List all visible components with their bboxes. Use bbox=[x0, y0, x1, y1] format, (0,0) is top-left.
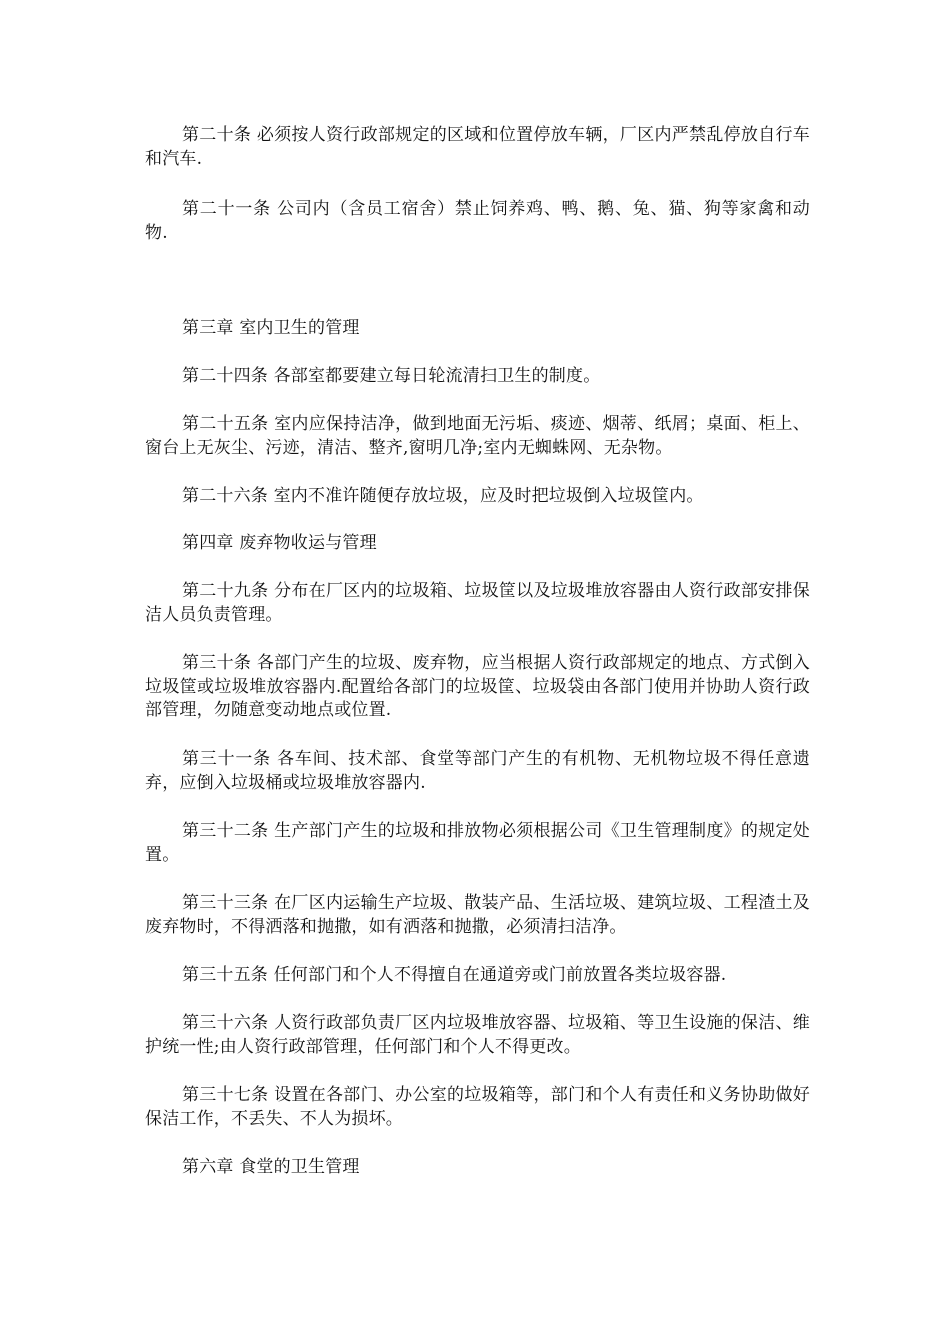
article-26: 第二十六条 室内不准许随便存放垃圾，应及时把垃圾倒入垃圾筐内。 bbox=[182, 486, 704, 506]
chapter-6-heading: 第六章 食堂的卫生管理 bbox=[182, 1157, 360, 1177]
article-29: 第二十九条 分布在厂区内的垃圾箱、垃圾筐以及垃圾堆放容器由人资行政部安排保洁人员负责管理。 bbox=[145, 581, 810, 625]
chapter-3-heading: 第三章 室内卫生的管理 bbox=[182, 318, 360, 338]
article-33: 第三十三条 在厂区内运输生产垃圾、散装产品、生活垃圾、建筑垃圾、工程渣土及废弃物时，不得洒落和抛撒，如有洒落和抛撒，必须清扫洁净。 bbox=[145, 893, 810, 937]
chapter-4-heading: 第四章 废弃物收运与管理 bbox=[182, 533, 377, 553]
article-31: 第三十一条 各车间、技术部、食堂等部门产生的有机物、无机物垃圾不得任意遗弃，应倒入垃圾桶或垃圾堆放容器内. bbox=[145, 749, 810, 793]
article-25: 第二十五条 室内应保持洁净，做到地面无污垢、痰迹、烟蒂、纸屑；桌面、柜上、窗台上无灰尘、污迹，清洁、整齐,窗明几净;室内无蜘蛛网、无杂物。 bbox=[145, 414, 810, 458]
article-36: 第三十六条 人资行政部负责厂区内垃圾堆放容器、垃圾箱、等卫生设施的保洁、维护统一性;由人资行政部管理，任何部门和个人不得更改。 bbox=[145, 1013, 810, 1057]
article-21: 第二十一条 公司内（含员工宿舍）禁止饲养鸡、鸭、鹅、兔、猫、狗等家禽和动物. bbox=[145, 199, 810, 243]
article-35: 第三十五条 任何部门和个人不得擅自在通道旁或门前放置各类垃圾容器. bbox=[182, 965, 727, 985]
article-37: 第三十七条 设置在各部门、办公室的垃圾箱等，部门和个人有责任和义务协助做好保洁工作，不丢失、不人为损坏。 bbox=[145, 1085, 810, 1129]
article-24: 第二十四条 各部室都要建立每日轮流清扫卫生的制度。 bbox=[182, 366, 601, 386]
article-30: 第三十条 各部门产生的垃圾、废弃物，应当根据人资行政部规定的地点、方式倒入垃圾筐或垃圾堆放容器内.配置给各部门的垃圾筐、垃圾袋由各部门使用并协助人资行政部管理，勿随意变动地点或位置. bbox=[145, 653, 810, 720]
article-32: 第三十二条 生产部门产生的垃圾和排放物必须根据公司《卫生管理制度》的规定处置。 bbox=[145, 821, 810, 865]
article-20: 第二十条 必须按人资行政部规定的区域和位置停放车辆，厂区内严禁乱停放自行车和汽车. bbox=[145, 125, 810, 169]
